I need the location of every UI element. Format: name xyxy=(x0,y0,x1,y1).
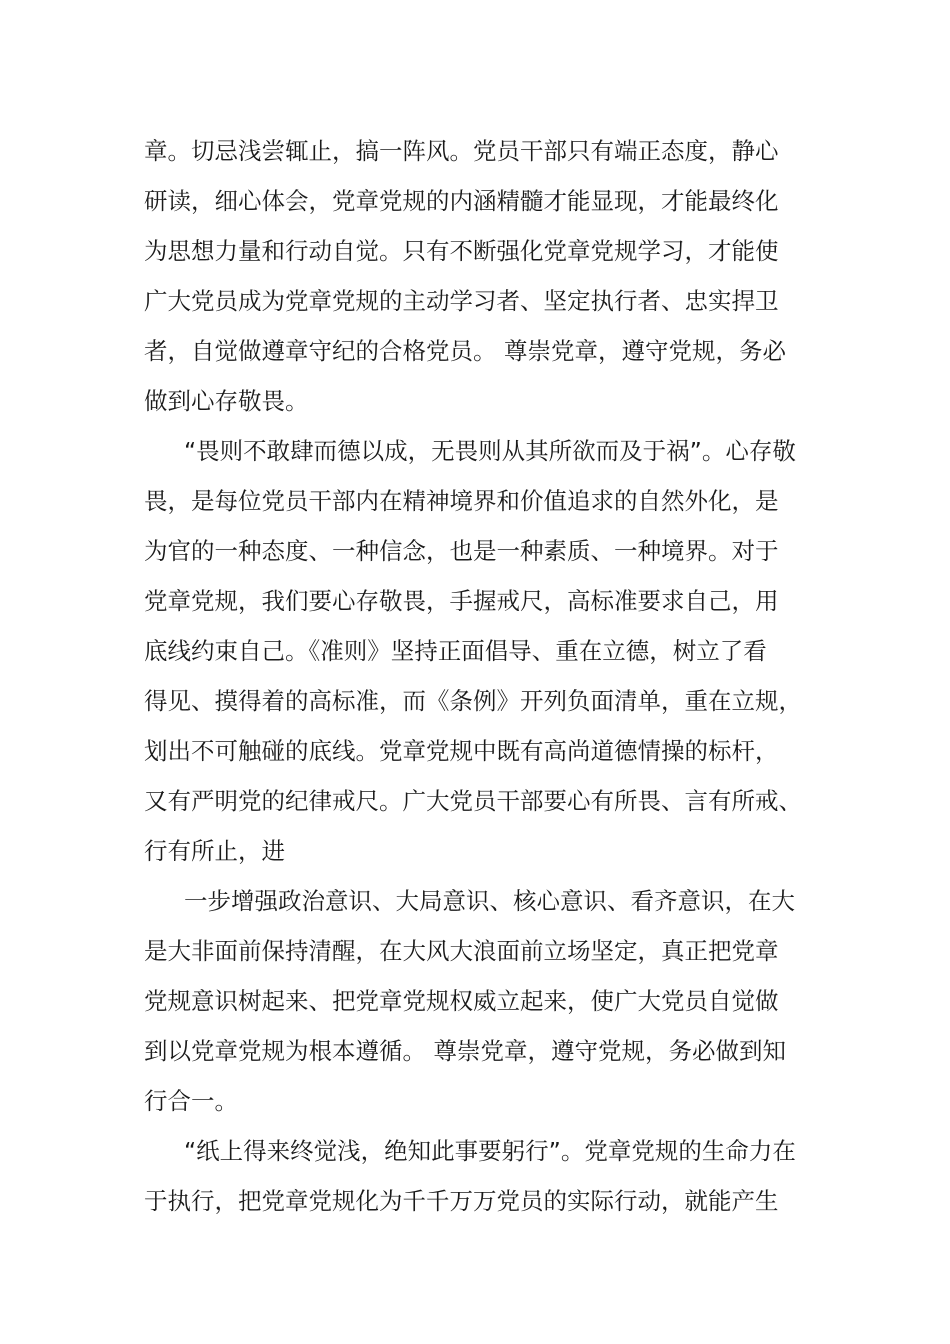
body-text xyxy=(144,126,824,1226)
text-line: 得见、摸得着的高标准，而《条例》开列负面清单，重在立规， xyxy=(144,687,802,715)
text-line: 为官的一种态度、一种信念，也是一种素质、一种境界。对于 xyxy=(144,537,779,565)
text-line: 于执行，把党章党规化为千千万万党员的实际行动，就能产生 xyxy=(144,1187,779,1215)
paragraph-start-line: “畏则不敢肆而德以成，无畏则从其所欲而及于祸”。心存敬 xyxy=(184,437,796,465)
text-line: 研读，细心体会，党章党规的内涵精髓才能显现，才能最终化 xyxy=(144,187,779,215)
text-line: 做到心存敬畏。 xyxy=(144,387,309,415)
text-line: 行有所止，进 xyxy=(144,837,285,865)
paragraph-start-line: “纸上得来终觉浅，绝知此事要躬行”。党章党规的生命力在 xyxy=(184,1137,796,1165)
text-line: 党章党规，我们要心存敬畏，手握戒尺，高标准要求自己，用 xyxy=(144,587,779,615)
text-line: 行合一。 xyxy=(144,1087,238,1115)
text-line: 畏，是每位党员干部内在精神境界和价值追求的自然外化，是 xyxy=(144,487,779,515)
text-line: 是大非面前保持清醒，在大风大浪面前立场坚定，真正把党章 xyxy=(144,937,779,965)
text-line: 底线约束自己。《准则》坚持正面倡导、重在立德，树立了看 xyxy=(144,637,767,665)
text-line: 广大党员成为党章党规的主动学习者、坚定执行者、忠实捍卫 xyxy=(144,287,779,315)
text-line: 划出不可触碰的底线。党章党规中既有高尚道德情操的标杆， xyxy=(144,737,779,765)
paragraph-start-line: 一步增强政治意识、大局意识、核心意识、看齐意识，在大 xyxy=(184,887,795,915)
text-line: 者，自觉做遵章守纪的合格党员。 尊崇党章，遵守党规，务必 xyxy=(144,337,786,365)
text-line: 到以党章党规为根本遵循。 尊崇党章，遵守党规，务必做到知 xyxy=(144,1037,786,1065)
text-line: 章。切忌浅尝辄止，搞一阵风。党员干部只有端正态度，静心 xyxy=(144,137,779,165)
text-line: 党规意识树起来、把党章党规权威立起来，使广大党员自觉做 xyxy=(144,987,779,1015)
text-line: 又有严明党的纪律戒尺。广大党员干部要心有所畏、言有所戒、 xyxy=(144,787,802,815)
text-line: 为思想力量和行动自觉。只有不断强化党章党规学习，才能使 xyxy=(144,237,779,265)
